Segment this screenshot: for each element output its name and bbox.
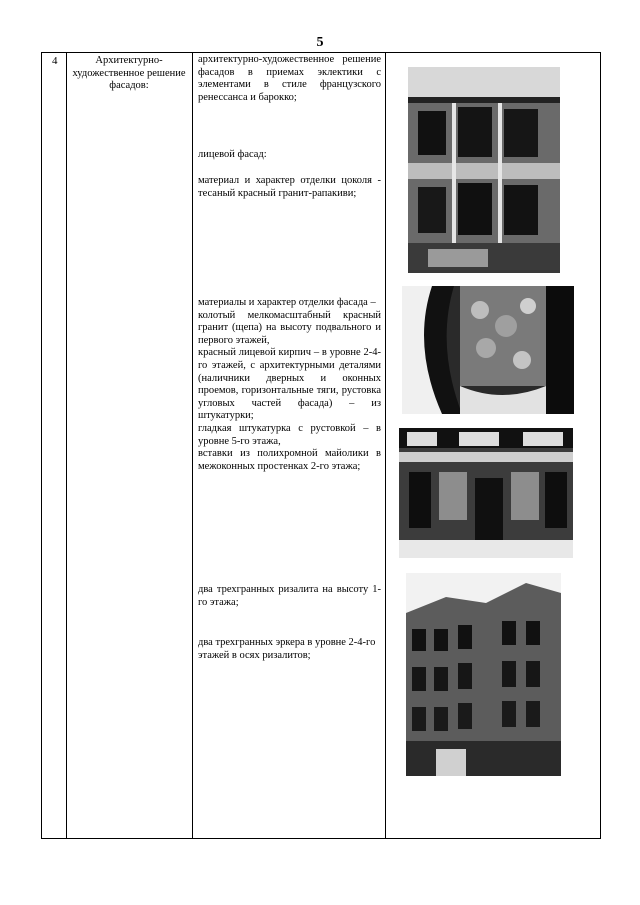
description-risalits — [198, 584, 381, 609]
paragraph: вставки из полихромной майолики в межоконных простенках 2-го этажа; — [198, 448, 381, 472]
description-front-facade — [198, 149, 381, 162]
description-facade-materials — [198, 297, 381, 473]
description-bay-windows — [198, 637, 381, 662]
paragraph: два трехгранных эркера в уровне 2-4-го этажей в осях ризалитов; — [198, 637, 376, 661]
paragraph: лицевой фасад: — [198, 149, 267, 160]
paragraph: материалы и характер отделки фасада – — [198, 297, 376, 308]
paragraph: два трехгранных ризалита на высоту 1-го этажа; — [198, 584, 381, 608]
column-divider-3 — [385, 53, 386, 838]
column-divider-2 — [192, 53, 193, 838]
description-plinth — [198, 175, 381, 200]
paragraph: красный лицевой кирпич – в уровне 2-4-го этажей, с архитектурными деталями (наличники дверных и оконных проемов, горизонтальные тяги, рустовка угловых частей фасада) – из штукатурки; — [198, 347, 381, 422]
granite-texture-photo — [402, 286, 574, 414]
row-number: 4 — [52, 55, 58, 67]
majolica-inserts-photo — [399, 428, 573, 558]
facade-windows-photo — [408, 67, 560, 273]
paragraph: архитектурно-художественное решение фасадов в приемах эклектики с элементами в стиле французского ренессанса и барокко; — [198, 54, 381, 103]
paragraph: гладкая штукатурка с рустовкой – в уровне 5-го этажа, — [198, 422, 381, 447]
column-divider-1 — [66, 53, 67, 838]
page-number: 5 — [316, 35, 324, 50]
description-style — [198, 54, 381, 104]
paragraph: материал и характер отделки цоколя - тесаный красный гранит-рапакиви; — [198, 175, 381, 199]
table-frame — [41, 52, 601, 839]
paragraph: колотый мелкомасштабный красный гранит (щепа) на высоту подвального и первого этажей, — [198, 309, 381, 346]
row-name: Архитектурно-художественное решение фасадов: — [72, 55, 186, 91]
building-facade-photo — [406, 573, 561, 776]
